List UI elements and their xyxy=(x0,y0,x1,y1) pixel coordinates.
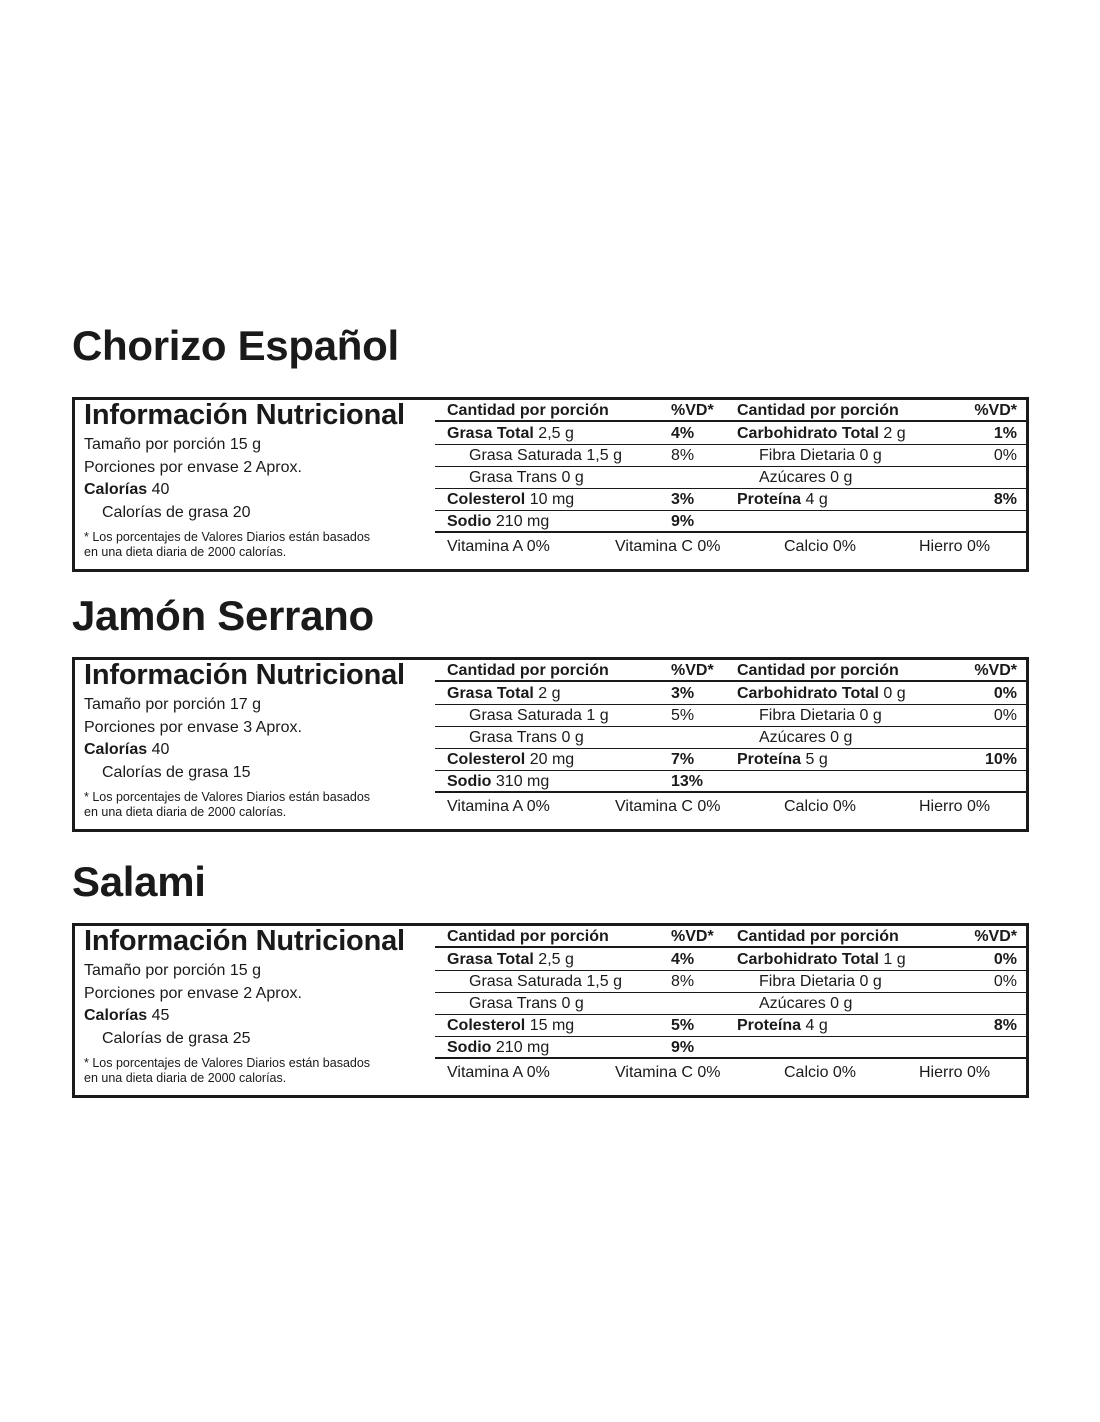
nutrition-panel xyxy=(72,397,1029,572)
text-vd: %VD* xyxy=(671,662,714,679)
text-proteina: 4 g xyxy=(805,491,828,508)
text-calorias: 40 xyxy=(151,741,170,758)
text-fibra: Fibra Dietaria xyxy=(759,447,856,464)
text-colesterol: 20 mg xyxy=(529,751,575,768)
fat-calories xyxy=(102,764,251,782)
table-row xyxy=(435,445,1029,467)
text-grasa-saturada: 1,5 g xyxy=(586,973,622,990)
text-hierro: Hierro 0% xyxy=(919,798,991,815)
text-calorias: 45 xyxy=(151,1007,170,1024)
text-proteina: 4 g xyxy=(805,1017,828,1034)
text-azucares: Azúcares xyxy=(759,729,826,746)
text-grasa-trans: 0 g xyxy=(561,995,584,1012)
calories xyxy=(84,1007,169,1025)
text-grasa-saturada-vd: 8% xyxy=(671,447,695,464)
text-grasa-saturada-vd: 5% xyxy=(671,707,695,724)
text-note-line1: * Los porcentajes de Valores Diarios están basados xyxy=(84,790,371,804)
text-carbohidrato: 1 g xyxy=(883,951,906,968)
text-calorias: Calorías xyxy=(84,481,148,498)
text-grasa-saturada: Grasa Saturada xyxy=(469,973,582,990)
text-tamano: 17 g xyxy=(229,696,262,713)
text-sodio-vd: 9% xyxy=(671,1039,695,1056)
text-vd: %VD* xyxy=(671,928,714,945)
text-porciones: Porciones por envase xyxy=(84,459,239,476)
text-tamano: 15 g xyxy=(229,436,262,453)
text-cantidad: Cantidad por porción xyxy=(447,662,609,679)
text-grasa-trans: Grasa Trans xyxy=(469,469,558,486)
fat-calories xyxy=(102,1030,251,1048)
text-colesterol-vd: 5% xyxy=(671,1017,695,1034)
text-porciones: Porciones por envase xyxy=(84,719,239,736)
table-row xyxy=(435,1037,1029,1059)
text-sodio-vd: 13% xyxy=(671,773,704,790)
text-cantidad: Cantidad por porción xyxy=(737,928,899,945)
text-carbohidrato: 2 g xyxy=(883,425,906,442)
text-sodio: Sodio xyxy=(447,1039,492,1056)
text-colesterol-vd: 7% xyxy=(671,751,695,768)
text-calcio: Calcio 0% xyxy=(784,538,857,555)
text-vitamina-c: Vitamina C 0% xyxy=(615,538,721,555)
fat-calories xyxy=(102,504,251,522)
vitamins-row xyxy=(435,794,1029,824)
text-grasa-total-vd: 4% xyxy=(671,951,695,968)
text-vitamina-a: Vitamina A 0% xyxy=(447,798,550,815)
text-vd: %VD* xyxy=(671,402,714,419)
vitamins-row xyxy=(435,1060,1029,1090)
table-row xyxy=(435,971,1029,993)
text-porciones: 3 Aprox. xyxy=(243,719,302,736)
text-grasa-saturada-vd: 8% xyxy=(671,973,695,990)
text-grasa-total: 2 g xyxy=(538,685,561,702)
daily-value-note xyxy=(84,790,370,820)
serving-size xyxy=(84,962,261,980)
text-proteina: 5 g xyxy=(805,751,828,768)
text-colesterol: 10 mg xyxy=(529,491,575,508)
text-vd: %VD* xyxy=(974,402,1017,419)
text-carbohidrato-vd: 0% xyxy=(993,951,1017,968)
table-row xyxy=(435,1015,1029,1037)
table-row xyxy=(435,511,1029,533)
text-vd: %VD* xyxy=(974,662,1017,679)
table-row xyxy=(435,467,1029,489)
text-proteina-vd: 10% xyxy=(984,751,1017,768)
text-calorias-grasa: Calorías de grasa xyxy=(102,1030,229,1047)
text-colesterol: 15 mg xyxy=(529,1017,575,1034)
text-fibra: 0 g xyxy=(859,707,882,724)
text-tamano: 15 g xyxy=(229,962,262,979)
text-fibra-vd: 0% xyxy=(993,707,1017,724)
text-note-line2: en una dieta diaria de 2000 calorías. xyxy=(84,805,287,819)
servings-per-container xyxy=(84,985,302,1003)
text-sodio-vd: 9% xyxy=(671,513,695,530)
text-proteina: Proteína xyxy=(737,491,802,508)
text-vitamina-c: Vitamina C 0% xyxy=(615,798,721,815)
text-sodio: 210 mg xyxy=(495,1039,550,1056)
text-calorias: Calorías xyxy=(84,741,148,758)
table-row xyxy=(435,683,1029,705)
product-title: Chorizo Español xyxy=(72,322,399,369)
text-sodio: 210 mg xyxy=(495,513,550,530)
text-sodio: Sodio xyxy=(447,513,492,530)
info-title: Información Nutricional xyxy=(84,925,405,957)
text-proteina: Proteína xyxy=(737,751,802,768)
text-colesterol: Colesterol xyxy=(447,491,526,508)
text-calorias-grasa: 20 xyxy=(232,504,251,521)
calories xyxy=(84,481,169,499)
text-grasa-total: 2,5 g xyxy=(538,951,574,968)
text-colesterol-vd: 3% xyxy=(671,491,695,508)
text-calcio: Calcio 0% xyxy=(784,1064,857,1081)
nutrition-panel xyxy=(72,923,1029,1098)
table-row xyxy=(435,771,1029,793)
table-header xyxy=(435,660,1029,682)
table-row xyxy=(435,489,1029,511)
info-title: Información Nutricional xyxy=(84,399,405,431)
table-row xyxy=(435,705,1029,727)
calories xyxy=(84,741,169,759)
table-header xyxy=(435,926,1029,948)
text-colesterol: Colesterol xyxy=(447,1017,526,1034)
text-vitamina-a: Vitamina A 0% xyxy=(447,1064,550,1081)
panel-summary xyxy=(75,400,435,569)
serving-size xyxy=(84,696,261,714)
product-title: Salami xyxy=(72,858,206,905)
text-grasa-total: Grasa Total xyxy=(447,425,534,442)
text-grasa-trans: 0 g xyxy=(561,729,584,746)
panel-summary xyxy=(75,660,435,829)
text-grasa-total-vd: 3% xyxy=(671,685,695,702)
text-fibra-vd: 0% xyxy=(993,447,1017,464)
text-hierro: Hierro 0% xyxy=(919,538,991,555)
text-calorias: Calorías xyxy=(84,1007,148,1024)
text-cantidad: Cantidad por porción xyxy=(447,928,609,945)
text-azucares: Azúcares xyxy=(759,469,826,486)
text-azucares: 0 g xyxy=(830,729,853,746)
text-note-line2: en una dieta diaria de 2000 calorías. xyxy=(84,1071,287,1085)
table-row xyxy=(435,423,1029,445)
servings-per-container xyxy=(84,459,302,477)
text-calcio: Calcio 0% xyxy=(784,798,857,815)
text-grasa-total: 2,5 g xyxy=(538,425,574,442)
text-colesterol: Colesterol xyxy=(447,751,526,768)
text-note-line1: * Los porcentajes de Valores Diarios están basados xyxy=(84,530,371,544)
table-row xyxy=(435,949,1029,971)
text-fibra: 0 g xyxy=(859,973,882,990)
daily-value-note xyxy=(84,530,370,560)
text-fibra-vd: 0% xyxy=(993,973,1017,990)
text-grasa-saturada: Grasa Saturada xyxy=(469,447,582,464)
text-azucares: Azúcares xyxy=(759,995,826,1012)
product-title: Jamón Serrano xyxy=(72,592,374,639)
text-grasa-total: Grasa Total xyxy=(447,951,534,968)
text-calorias: 40 xyxy=(151,481,170,498)
info-title: Información Nutricional xyxy=(84,659,405,691)
serving-size xyxy=(84,436,261,454)
text-grasa-total: Grasa Total xyxy=(447,685,534,702)
text-cantidad: Cantidad por porción xyxy=(447,402,609,419)
text-carbohidrato-vd: 1% xyxy=(993,425,1017,442)
text-carbohidrato-vd: 0% xyxy=(993,685,1017,702)
text-grasa-saturada: 1,5 g xyxy=(586,447,622,464)
text-tamano: Tamaño por porción xyxy=(84,696,226,713)
table-row xyxy=(435,993,1029,1015)
text-vitamina-c: Vitamina C 0% xyxy=(615,1064,721,1081)
text-sodio: Sodio xyxy=(447,773,492,790)
text-vitamina-a: Vitamina A 0% xyxy=(447,538,550,555)
table-header xyxy=(435,400,1029,422)
text-cantidad: Cantidad por porción xyxy=(737,402,899,419)
text-grasa-saturada: 1 g xyxy=(586,707,609,724)
text-calorias-grasa: Calorías de grasa xyxy=(102,764,229,781)
text-carbohidrato: Carbohidrato Total xyxy=(737,685,879,702)
text-grasa-trans: Grasa Trans xyxy=(469,995,558,1012)
text-carbohidrato: 0 g xyxy=(883,685,906,702)
text-proteina-vd: 8% xyxy=(993,491,1017,508)
text-cantidad: Cantidad por porción xyxy=(737,662,899,679)
vitamins-row xyxy=(435,534,1029,564)
text-proteina-vd: 8% xyxy=(993,1017,1017,1034)
text-fibra: Fibra Dietaria xyxy=(759,973,856,990)
text-grasa-trans: 0 g xyxy=(561,469,584,486)
text-tamano: Tamaño por porción xyxy=(84,962,226,979)
table-row xyxy=(435,749,1029,771)
text-fibra: Fibra Dietaria xyxy=(759,707,856,724)
text-calorias-grasa: 15 xyxy=(232,764,251,781)
text-note-line2: en una dieta diaria de 2000 calorías. xyxy=(84,545,287,559)
text-grasa-saturada: Grasa Saturada xyxy=(469,707,582,724)
text-sodio: 310 mg xyxy=(495,773,550,790)
nutrition-panel xyxy=(72,657,1029,832)
text-proteina: Proteína xyxy=(737,1017,802,1034)
text-grasa-total-vd: 4% xyxy=(671,425,695,442)
text-grasa-trans: Grasa Trans xyxy=(469,729,558,746)
text-note-line1: * Los porcentajes de Valores Diarios están basados xyxy=(84,1056,371,1070)
text-calorias-grasa: Calorías de grasa xyxy=(102,504,229,521)
text-tamano: Tamaño por porción xyxy=(84,436,226,453)
text-carbohidrato: Carbohidrato Total xyxy=(737,951,879,968)
text-calorias-grasa: 25 xyxy=(232,1030,251,1047)
text-porciones: 2 Aprox. xyxy=(243,985,302,1002)
servings-per-container xyxy=(84,719,302,737)
table-row xyxy=(435,727,1029,749)
text-porciones: Porciones por envase xyxy=(84,985,239,1002)
text-fibra: 0 g xyxy=(859,447,882,464)
panel-summary xyxy=(75,926,435,1095)
text-hierro: Hierro 0% xyxy=(919,1064,991,1081)
text-vd: %VD* xyxy=(974,928,1017,945)
daily-value-note xyxy=(84,1056,370,1086)
text-azucares: 0 g xyxy=(830,995,853,1012)
text-carbohidrato: Carbohidrato Total xyxy=(737,425,879,442)
text-azucares: 0 g xyxy=(830,469,853,486)
text-porciones: 2 Aprox. xyxy=(243,459,302,476)
